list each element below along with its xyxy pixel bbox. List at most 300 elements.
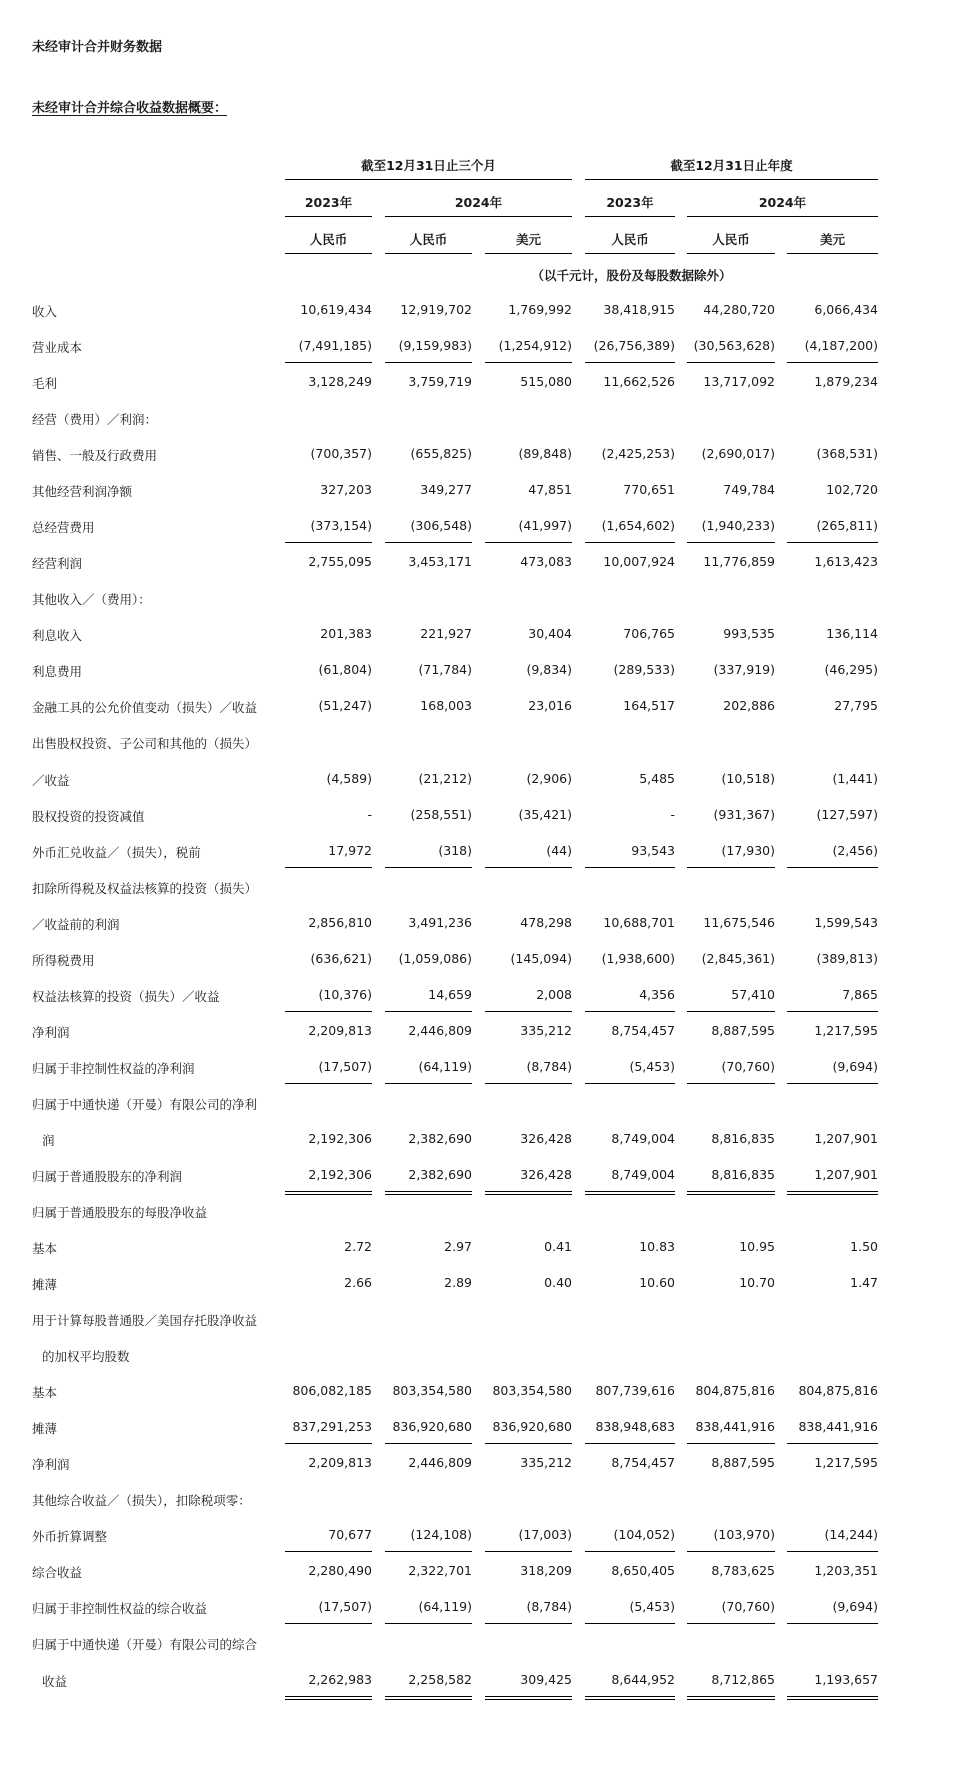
table-cell: (318) [438,842,472,858]
header-rule [385,216,572,217]
total-rule [485,1551,572,1552]
table-cell: 1,207,901 [814,1130,878,1146]
table-cell: 10.95 [739,1239,775,1255]
header-year: 2024年 [454,195,503,210]
row-label: 利息收入 [32,628,83,644]
header-year: 2023年 [304,195,353,210]
total-rule [787,542,878,543]
table-cell: (51,247) [318,698,372,714]
total-rule [285,1011,372,1012]
table-cell: 1,879,234 [814,374,878,390]
total-rule [687,867,775,868]
table-cell: (2,425,253) [601,446,675,462]
total-rule [687,1623,775,1624]
table-cell: (373,154) [310,518,372,534]
table-cell: (35,421) [518,806,572,822]
double-total-rule [485,1191,572,1195]
table-cell: (26,756,389) [593,338,675,354]
unit-note: （以千元计，股份及每股数据除外） [531,268,732,283]
table-cell: 11,675,546 [703,914,775,930]
double-total-rule [687,1696,775,1700]
total-rule [585,1443,675,1444]
table-cell: 164,517 [623,698,675,714]
row-label: 股权投资的投资减值 [32,808,145,824]
table-cell: (17,930) [721,842,775,858]
table-cell: (17,003) [518,1527,572,1543]
table-cell: 2,382,690 [408,1166,472,1182]
total-rule [787,1551,878,1552]
row-label: 扣除所得税及权益法核算的投资（损失） [32,880,258,896]
table-cell: (70,760) [721,1058,775,1074]
table-cell: 30,404 [528,626,572,642]
table-cell: 2,192,306 [308,1130,372,1146]
table-cell: (655,825) [410,446,472,462]
table-cell: (368,531) [816,446,878,462]
table-cell: (9,159,983) [398,338,472,354]
table-cell: 4,356 [639,986,675,1002]
table-cell: 8,816,835 [711,1130,775,1146]
table-cell: 2,209,813 [308,1455,372,1471]
row-label: 所得税费用 [32,952,95,968]
total-rule [485,1011,572,1012]
table-cell: 8,816,835 [711,1166,775,1182]
total-rule [485,1083,572,1084]
table-cell: 3,759,719 [408,374,472,390]
row-label: 经营（费用）／利润： [32,412,158,428]
table-cell: 335,212 [520,1455,572,1471]
table-cell: 326,428 [520,1130,572,1146]
table-cell: 349,277 [420,482,472,498]
table-cell: (9,694) [832,1599,878,1615]
table-cell: 8,749,004 [611,1130,675,1146]
row-label: 收入 [32,304,58,319]
total-rule [385,1443,472,1444]
table-cell: (61,804) [318,662,372,678]
table-cell: (258,551) [410,806,472,822]
header-rule [787,253,878,254]
table-cell: 706,765 [623,626,675,642]
table-cell: (89,848) [518,446,572,462]
total-rule [485,542,572,543]
table-cell: 10.70 [739,1275,775,1291]
table-cell: 837,291,253 [292,1419,372,1435]
table-cell: 1.50 [850,1239,878,1255]
table-cell: 2,192,306 [308,1166,372,1182]
table-cell: (2,906) [526,770,572,786]
table-cell: (46,295) [824,662,878,678]
row-label: 净利润 [32,1457,70,1473]
header-group-year: 截至12月31日止年度 [670,158,793,173]
double-total-rule [285,1191,372,1195]
table-cell: 8,783,625 [711,1563,775,1579]
total-rule [687,1083,775,1084]
header-currency: 美元 [819,232,845,247]
table-cell: 27,795 [834,698,878,714]
total-rule [585,1623,675,1624]
table-cell: 1,203,351 [814,1563,878,1579]
table-cell: (700,357) [310,446,372,462]
row-label: 归属于中通快递（开曼）有限公司的综合 [32,1637,258,1653]
table-cell: 102,720 [826,482,878,498]
total-rule [687,1443,775,1444]
table-cell: 836,920,680 [392,1419,472,1435]
table-cell: (1,938,600) [601,950,675,966]
table-cell: (2,845,361) [701,950,775,966]
table-cell: 1,599,543 [814,914,878,930]
table-cell: (70,760) [721,1599,775,1615]
table-cell: 6,066,434 [814,302,878,317]
total-rule [787,362,878,363]
row-label: 摊薄 [32,1277,58,1293]
header-rule [285,179,572,180]
row-label: 摊薄 [32,1421,58,1437]
table-cell: 2,258,582 [408,1671,472,1687]
table-cell: (30,563,628) [693,338,775,354]
row-label: 综合收益 [32,1565,83,1581]
row-label: 其他经营利润净额 [32,484,133,500]
table-cell: 5,485 [639,770,675,786]
table-cell: 309,425 [520,1671,572,1687]
table-cell: 3,491,236 [408,914,472,930]
table-cell: 806,082,185 [292,1383,372,1399]
total-rule [687,1011,775,1012]
table-cell: 473,083 [520,554,572,570]
table-cell: 8,749,004 [611,1166,675,1182]
table-cell: (1,654,602) [601,518,675,534]
table-cell: (4,187,200) [804,338,878,354]
row-label: 出售股权投资、子公司和其他的（损失） [32,736,258,752]
header-year: 2024年 [758,195,807,210]
total-rule [285,1083,372,1084]
row-label: 权益法核算的投资（损失）／收益 [32,988,220,1004]
row-label: 归属于非控制性权益的净利润 [32,1060,195,1076]
row-label: 销售、一般及行政费用 [32,448,158,464]
double-total-rule [585,1191,675,1195]
table-cell: 335,212 [520,1022,572,1038]
row-label: 归属于中通快递（开曼）有限公司的净利 [32,1096,258,1112]
total-rule [585,1551,675,1552]
row-label: 毛利 [32,376,58,392]
row-label: ／收益 [32,772,70,788]
double-total-rule [385,1696,472,1700]
table-cell: (145,094) [510,950,572,966]
table-cell: 327,203 [320,482,372,498]
table-cell: 803,354,580 [492,1383,572,1399]
total-rule [687,362,775,363]
total-rule [485,362,572,363]
table-cell: 3,453,171 [408,554,472,570]
table-cell: 14,659 [428,986,472,1002]
table-cell: 202,886 [723,698,775,714]
total-rule [285,1551,372,1552]
row-label: 归属于普通股股东的每股净收益 [32,1205,208,1220]
row-label: 营业成本 [32,340,83,356]
table-cell: (8,784) [526,1599,572,1615]
table-cell: 10,688,701 [603,914,675,930]
table-cell: 57,410 [731,986,775,1002]
table-cell: - [367,806,372,822]
header-rule [385,253,472,254]
table-cell: 2.72 [344,1239,372,1255]
total-rule [787,1623,878,1624]
table-cell: 2,280,490 [308,1563,372,1579]
table-cell: (5,453) [629,1599,675,1615]
table-cell: 10.60 [639,1275,675,1291]
table-cell: 838,441,916 [695,1419,775,1435]
row-label: 净利润 [32,1024,70,1040]
table-cell: 318,209 [520,1563,572,1579]
double-total-rule [385,1191,472,1195]
table-cell: (64,119) [418,1599,472,1615]
header-rule [485,253,572,254]
table-cell: 44,280,720 [703,302,775,317]
page-title: 未经审计合并财务数据 [32,40,163,55]
table-cell: 8,887,595 [711,1455,775,1471]
table-cell: 8,754,457 [611,1022,675,1038]
table-cell: (17,507) [318,1058,372,1074]
header-rule [687,216,878,217]
total-rule [385,542,472,543]
table-cell: 17,972 [328,842,372,858]
total-rule [285,1443,372,1444]
header-rule [285,216,372,217]
table-cell: - [670,806,675,822]
table-cell: 7,865 [842,986,878,1002]
table-cell: 3,128,249 [308,374,372,390]
total-rule [585,1011,675,1012]
table-cell: 2,382,690 [408,1130,472,1146]
header-rule [585,253,675,254]
table-cell: 2,209,813 [308,1022,372,1038]
row-label: 金融工具的公允价值变动（损失）／收益 [32,700,258,716]
table-cell: 1,207,901 [814,1166,878,1182]
table-cell: 2.97 [444,1239,472,1255]
double-total-rule [687,1191,775,1195]
total-rule [585,1083,675,1084]
total-rule [687,1551,775,1552]
total-rule [385,1011,472,1012]
row-label: 利息费用 [32,664,83,680]
header-rule [585,216,675,217]
row-label: 基本 [32,1241,58,1257]
table-cell: (2,690,017) [701,446,775,462]
table-cell: (44) [546,842,572,858]
table-cell: 803,354,580 [392,1383,472,1399]
total-rule [385,1551,472,1552]
table-cell: 2.89 [444,1275,472,1291]
table-cell: 1,217,595 [814,1455,878,1471]
row-label: 基本 [32,1385,58,1401]
header-currency: 人民币 [309,232,348,247]
section-title: 未经审计合并综合收益数据概要： [32,101,228,116]
table-cell: (5,453) [629,1058,675,1074]
table-cell: 221,927 [420,626,472,642]
table-cell: (636,621) [310,950,372,966]
table-cell: 93,543 [631,842,675,858]
header-currency: 人民币 [409,232,448,247]
table-cell: 804,875,816 [695,1383,775,1399]
table-cell: (1,254,912) [498,338,572,354]
table-cell: 2.66 [344,1275,372,1291]
table-cell: 749,784 [723,482,775,498]
table-cell: 1,193,657 [814,1671,878,1687]
double-total-rule [485,1696,572,1700]
total-rule [585,542,675,543]
total-rule [385,867,472,868]
table-cell: (21,212) [418,770,472,786]
table-cell: 47,851 [528,482,572,498]
table-cell: 12,919,702 [400,302,472,317]
row-label: 外币折算调整 [32,1529,108,1545]
total-rule [385,362,472,363]
table-cell: (10,376) [318,986,372,1002]
double-total-rule [787,1191,878,1195]
table-cell: (41,997) [518,518,572,534]
table-cell: 2,446,809 [408,1022,472,1038]
table-cell: 0.41 [544,1239,572,1255]
row-label: 总经营费用 [32,520,95,536]
total-rule [787,867,878,868]
total-rule [585,362,675,363]
table-cell: 10.83 [639,1239,675,1255]
row-label: 外币汇兑收益／（损失），税前 [32,844,201,860]
table-cell: (389,813) [816,950,878,966]
header-year: 2023年 [606,195,654,210]
table-cell: 10,007,924 [603,554,675,570]
table-cell: (306,548) [410,518,472,534]
table-cell: 326,428 [520,1166,572,1182]
table-cell: 8,712,865 [711,1671,775,1687]
header-group-3m: 截至12月31日止三个月 [361,158,496,173]
table-cell: 11,662,526 [603,374,675,390]
table-cell: 38,418,915 [603,302,675,317]
table-cell: (10,518) [721,770,775,786]
total-rule [285,542,372,543]
table-cell: 836,920,680 [492,1419,572,1435]
table-cell: (64,119) [418,1058,472,1074]
table-cell: 2,008 [536,986,572,1002]
table-cell: (1,441) [832,770,878,786]
table-cell: 23,016 [528,698,572,714]
table-cell: (104,052) [613,1527,675,1543]
table-cell: 1,613,423 [814,554,878,570]
table-cell: (103,970) [713,1527,775,1543]
table-cell: 807,739,616 [595,1383,675,1399]
header-currency: 美元 [515,232,541,247]
table-cell: 8,650,405 [611,1563,675,1579]
total-rule [787,1083,878,1084]
table-cell: 8,887,595 [711,1022,775,1038]
table-cell: (931,367) [713,806,775,822]
table-cell: 0.40 [544,1275,572,1291]
table-cell: 1,769,992 [508,302,572,317]
table-cell: (337,919) [713,662,775,678]
table-cell: 1.47 [850,1275,878,1291]
table-cell: 2,856,810 [308,914,372,930]
row-label: 用于计算每股普通股／美国存托股净收益 [32,1313,258,1329]
table-cell: 2,446,809 [408,1455,472,1471]
table-cell: (9,694) [832,1058,878,1074]
row-label: 归属于普通股股东的净利润 [32,1168,183,1184]
table-cell: 515,080 [520,374,572,390]
table-cell: 1,217,595 [814,1022,878,1038]
table-cell: 770,651 [623,482,675,498]
table-cell: 993,535 [723,626,775,642]
total-rule [285,867,372,868]
table-cell: 478,298 [520,914,572,930]
total-rule [787,1011,878,1012]
total-rule [285,362,372,363]
table-cell: (8,784) [526,1058,572,1074]
header-rule [285,253,372,254]
row-label: 的加权平均股数 [42,1349,130,1365]
header-rule [585,179,878,180]
row-label: 归属于非控制性权益的综合收益 [32,1601,208,1617]
table-cell: (9,834) [526,662,572,678]
table-cell: 70,677 [328,1527,372,1543]
table-cell: (17,507) [318,1599,372,1615]
double-total-rule [787,1696,878,1700]
row-label: 其他收入／（费用）： [32,592,151,608]
table-cell: 168,003 [420,698,472,714]
header-currency: 人民币 [712,232,750,247]
total-rule [485,867,572,868]
total-rule [485,1443,572,1444]
table-cell: (71,784) [418,662,472,678]
header-rule [687,253,775,254]
double-total-rule [585,1696,675,1700]
row-label: ／收益前的利润 [32,916,120,932]
table-cell: 11,776,859 [703,554,775,570]
double-total-rule [285,1696,372,1700]
table-cell: 136,114 [826,626,878,642]
table-cell: (14,244) [824,1527,878,1543]
total-rule [787,1443,878,1444]
table-cell: (127,597) [816,806,878,822]
table-cell: 2,322,701 [408,1563,472,1579]
row-label: 其他综合收益／（损失），扣除税项零： [32,1493,251,1509]
total-rule [585,867,675,868]
table-cell: 804,875,816 [798,1383,878,1399]
table-cell: 838,948,683 [595,1419,675,1435]
table-cell: (4,589) [326,770,372,786]
total-rule [687,542,775,543]
total-rule [285,1623,372,1624]
row-label: 润 [42,1132,55,1148]
table-cell: 2,755,095 [308,554,372,570]
table-cell: 8,644,952 [611,1671,675,1687]
row-label: 经营利润 [32,556,83,572]
total-rule [485,1623,572,1624]
total-rule [385,1083,472,1084]
row-label: 收益 [42,1673,68,1689]
header-currency: 人民币 [611,232,649,247]
table-cell: (7,491,185) [298,338,372,354]
table-cell: 201,383 [320,626,372,642]
table-cell: (124,108) [410,1527,472,1543]
table-cell: 2,262,983 [308,1671,372,1687]
table-cell: 838,441,916 [798,1419,878,1435]
table-cell: 10,619,434 [300,302,372,317]
table-cell: 13,717,092 [703,374,775,390]
table-cell: (2,456) [832,842,878,858]
table-cell: 8,754,457 [611,1455,675,1471]
table-cell: (1,059,086) [398,950,472,966]
total-rule [385,1623,472,1624]
table-cell: (289,533) [613,662,675,678]
table-cell: (265,811) [816,518,878,534]
table-cell: (1,940,233) [701,518,775,534]
